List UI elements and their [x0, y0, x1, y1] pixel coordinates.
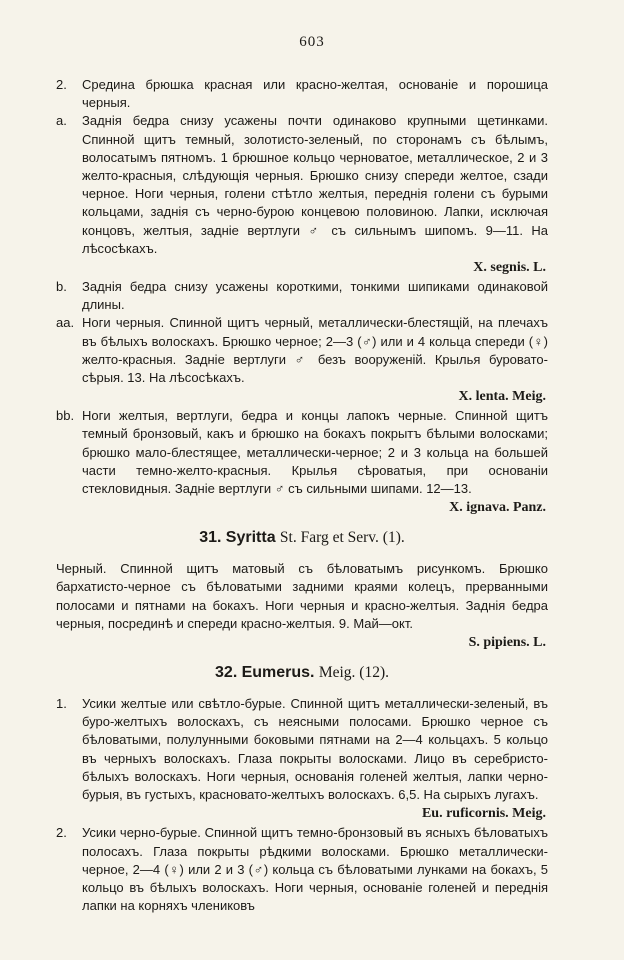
species-name: Eu. ruficornis. Meig. — [421, 806, 546, 822]
genus-description: Черный. Спинной щитъ матовый съ бѣловатымъ рисункомъ. Брюшко бархатисто-черное съ бѣловатыми задними краями колецъ, прерванными полосами и пятнами на бокахъ. Ноги черныя и красно-желтыя. Заднія бедра черныя, посрединѣ и спереди красно-желтыя. 9. Май—окт. — [56, 561, 548, 631]
species-name: S. pipiens. L. — [468, 635, 546, 651]
species-name: X. lenta. Meig. — [458, 389, 546, 405]
key-entry — [56, 112, 548, 258]
entry-marker: 1. — [56, 696, 67, 712]
key-entry — [56, 824, 548, 915]
entry-text: Средина брюшка красная или красно-желтая, основаніе и порошица черныя. — [82, 77, 548, 111]
page-body — [56, 76, 548, 915]
key-entry — [56, 695, 548, 804]
genus-name: Syritta — [225, 529, 276, 547]
entry-marker: 2. — [56, 825, 67, 841]
entry-marker: bb. — [56, 408, 75, 424]
entry-text: Заднія бедра снизу усажены короткими, тонкими шипиками одинаковой длины. — [82, 279, 548, 313]
genus-author: Meig. (12). — [318, 664, 389, 682]
key-entry — [56, 76, 548, 112]
entry-marker: a. — [56, 113, 67, 129]
genus-number: 32. — [215, 664, 238, 682]
entry-text: Ноги черныя. Спинной щитъ черный, металлически-блестящій, на плечахъ въ бѣлыхъ волоскахъ. Брюшко черное; 2—3 (♂) или и 4 кольца спереди (♀) желто-красныя. Заднiе вертлуги ♂ безъ вооруженiй. Крылья буровато-сѣрыя. 13. На лѣсосѣкахъ. — [82, 315, 548, 386]
page-number: 603 — [299, 34, 325, 50]
species-name: X. ignava. Panz. — [449, 500, 546, 516]
entry-text: Усики черно-бурые. Спинной щитъ темно-бронзовый въ ясныхъ бѣловатыхъ полосахъ. Глаза покрыты рѣдкими волосками. Брюшко металлически-черное, 2—4 (♀) или 2 и 3 (♂) кольца съ бѣловатыми лунками на бокахъ, 5 кольцо въ бѣлыхъ волоскахъ. Ноги черныя, основаніе голеней и переднія лапки на корняхъ члениковъ — [82, 825, 548, 914]
entry-marker: 2. — [56, 77, 67, 92]
entry-text: Заднія бедра снизу усажены почти одинаково крупными щетинками. Спинной щитъ темный, золотисто-зеленый, по сторонамъ съ бѣлымъ, волосатымъ пятномъ. 1 брюшное кольцо черноватое, металлическое, 2 и 3 желто-красныя, слѣдующія черныя. Брюшко снизу спереди желтое, сзади черное. Ноги черныя, голени стѣтло желтыя, переднія голени съ бурыми кольцами, заднія съ черно-бурою концевою половиною. Лапки, исключая концовъ, желтыя, заднiе вертлуги ♂ съ сильнымъ шипомъ. 9—11. На лѣсосѣкахъ. — [82, 113, 548, 256]
species-name: X. segnis. L. — [473, 260, 546, 276]
key-entry — [56, 314, 548, 387]
entry-text: Усики желтые или свѣтло-бурые. Спинной щитъ металлически-зеленый, въ буро-желтыхъ волоскахъ, съ неясными полосами. Брюшко черное съ бѣловатыми, полулунными боковыми пятнами на 2—4 кольцахъ. 5 кольцо въ черныхъ волоскахъ. Глаза покрыты волосками. Лицо въ серебристо-бѣлыхъ волоскахъ. Ноги черныя, основанiя голеней желтыя, лапки черно-бурыя, въ густыхъ, красновато-желтыхъ волоскахъ. 6,5. На сырыхъ лугахъ. — [82, 696, 548, 803]
entry-marker: b. — [56, 279, 67, 295]
key-entry — [56, 278, 548, 314]
genus-heading — [56, 663, 548, 683]
genus-name: Eumerus. — [241, 664, 315, 682]
genus-heading — [56, 528, 548, 548]
genus-number: 31. — [199, 529, 222, 547]
key-entry — [56, 407, 548, 498]
entry-marker: aa. — [56, 315, 75, 331]
genus-author: St. Farg et Serv. (1). — [279, 529, 405, 547]
entry-text: Ноги желтыя, вертлуги, бедра и концы лапокъ черные. Спинной щитъ темный бронзовый, какъ и брюшко на бокахъ покрытъ бѣлыми волосками; брюшко мало-блестящее, металлически-черное; 2 и 3 кольца на большей части темно-желто-красныя. Крылья сѣроватыя, при основанiи стекловидныя. Заднiе вертлуги ♂ съ сильными шипами. 12—13. — [82, 408, 548, 497]
